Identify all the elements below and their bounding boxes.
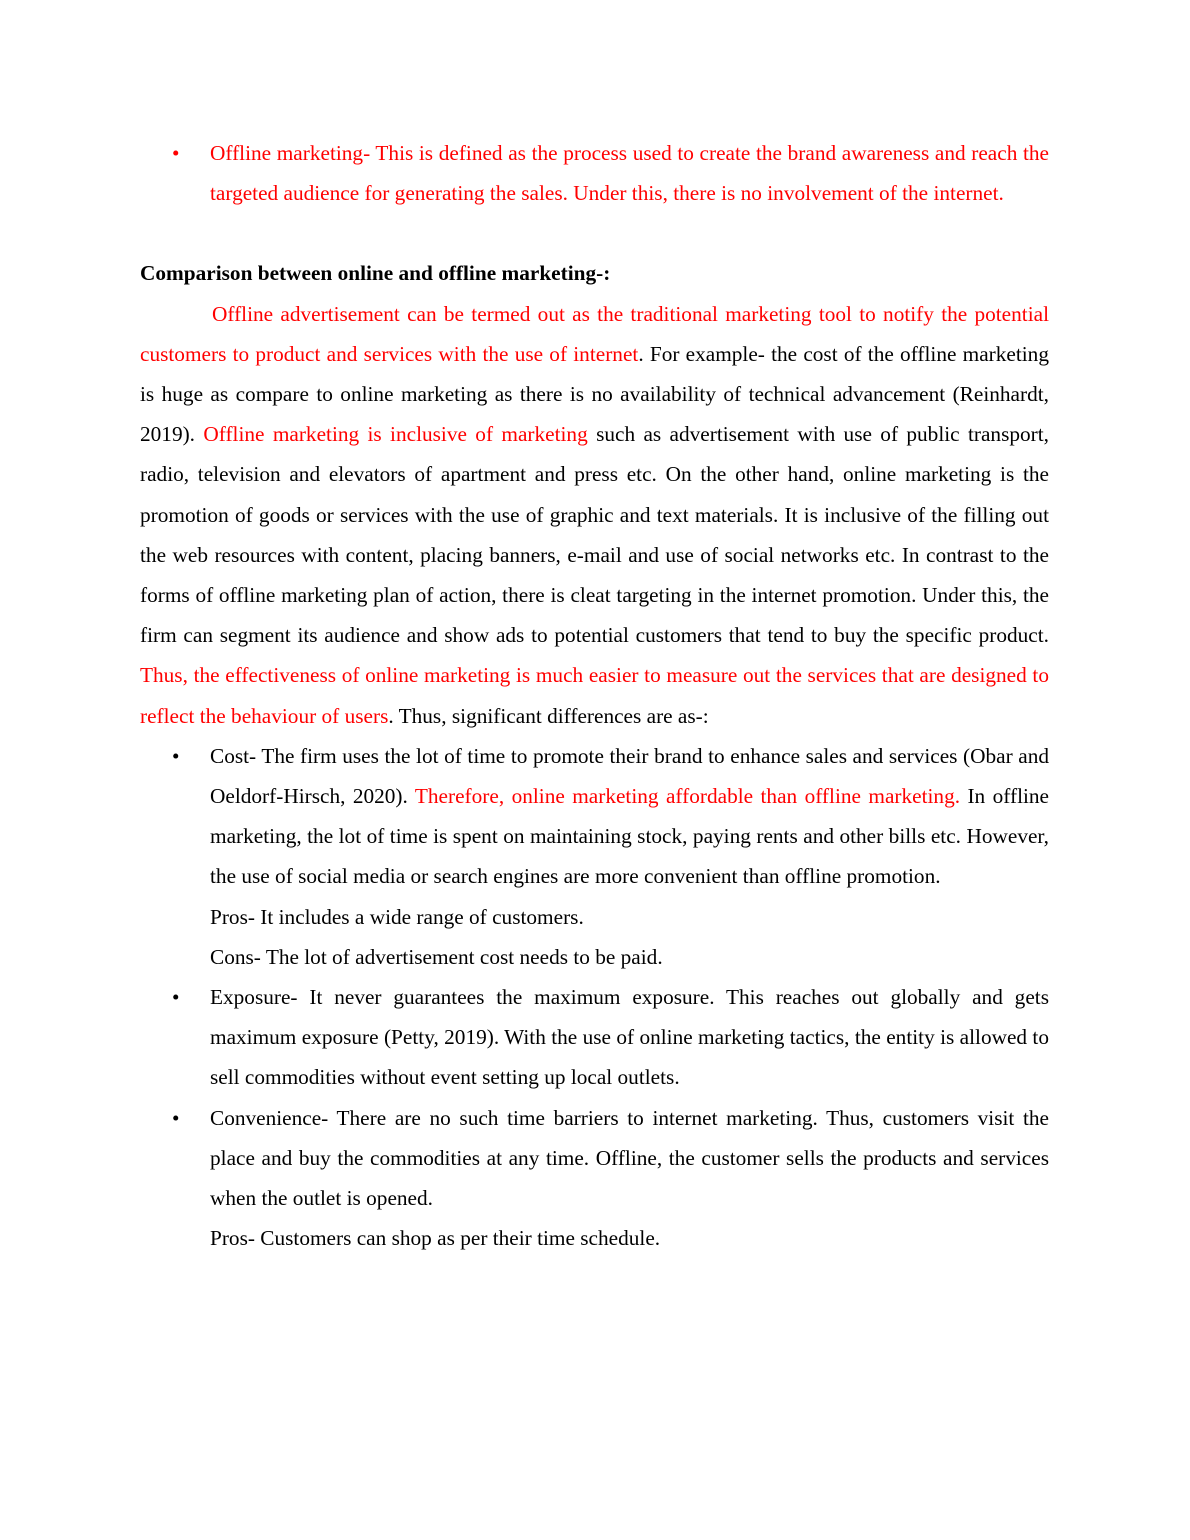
- body-text: In offline marketing, the lot of time is spent on maintaining stock, paying rents and other bills etc. However, the use of social media or search engines are more convenient than offline promotion.: [210, 784, 1049, 889]
- exposure-text: Exposure- It never guarantees the maximum exposure. This reaches out globally and gets maximum exposure (Petty, 2019). With the use of online marketing tactics, the entity is allowed to sell commodities without event setting up local outlets.: [210, 985, 1049, 1090]
- convenience-text: Convenience- There are no such time barriers to internet marketing. Thus, customers visit the place and buy the commodities at any time. Offline, the customer sells the products and services when the outlet is opened.: [210, 1105, 1049, 1211]
- body-text: such as advertisement with use of public transport, radio, television and elevators of apartment and press etc. On the other hand, online marketing is the promotion of goods or services with the use of graphic and text materials. It is inclusive of the filling out the web resources with content, placing banners, e-mail and use of social networks etc. In contrast to the forms of offline marketing plan of action, there is cleat targeting in the internet promotion. Under this, the firm can segment its audience and show ads to potential customers that tend to buy the specific product.: [140, 422, 1049, 648]
- convenience-pros: Pros- Customers can shop as per their time schedule.: [210, 1226, 661, 1251]
- cost-cons: Cons- The lot of advertisement cost needs to be paid.: [210, 944, 663, 969]
- document-body: [140, 133, 1049, 1258]
- list-item-cost: [140, 736, 1049, 977]
- bullet-icon: •: [172, 141, 180, 165]
- highlighted-text: Thus, the effectiveness of online marketing is much easier to measure out the services that are designed to reflect the behaviour of users: [140, 663, 1049, 728]
- bullet-icon: •: [172, 1105, 180, 1130]
- highlighted-text: Offline advertisement can be termed out as the traditional marketing tool to notify the potential customers to product and services with the use of internet: [140, 301, 1049, 366]
- offline-marketing-definition: Offline marketing- This is defined as the process used to create the brand awareness and reach the targeted audience for generating the sales. Under this, there is no involvement of the internet.: [210, 141, 1049, 206]
- bullet-icon: •: [172, 743, 180, 768]
- list-item-convenience: [140, 1098, 1049, 1259]
- list-item-exposure: [140, 977, 1049, 1098]
- highlighted-text: Therefore, online marketing affordable than offline marketing.: [414, 784, 961, 809]
- list-item-offline-marketing: [140, 133, 1049, 213]
- section-heading: Comparison between online and offline marketing-:: [140, 261, 611, 286]
- body-text: . For example- the cost of the offline marketing is huge as compare to online marketing as there is no availability of technical advancement (Reinhardt, 2019).: [140, 341, 1049, 447]
- body-text: . Thus, significant differences are as-:: [388, 703, 709, 728]
- cost-pros: Pros- It includes a wide range of customers.: [210, 904, 584, 929]
- cost-text: [210, 736, 1049, 897]
- bullet-icon: •: [172, 985, 180, 1010]
- comparison-paragraph: [140, 294, 1049, 736]
- body-text: Cost- The firm uses the lot of time to promote their brand to enhance sales and services (Obar and Oeldorf-Hirsch, 2020).: [210, 743, 1049, 809]
- highlighted-text: Offline marketing is inclusive of marketing: [203, 422, 588, 447]
